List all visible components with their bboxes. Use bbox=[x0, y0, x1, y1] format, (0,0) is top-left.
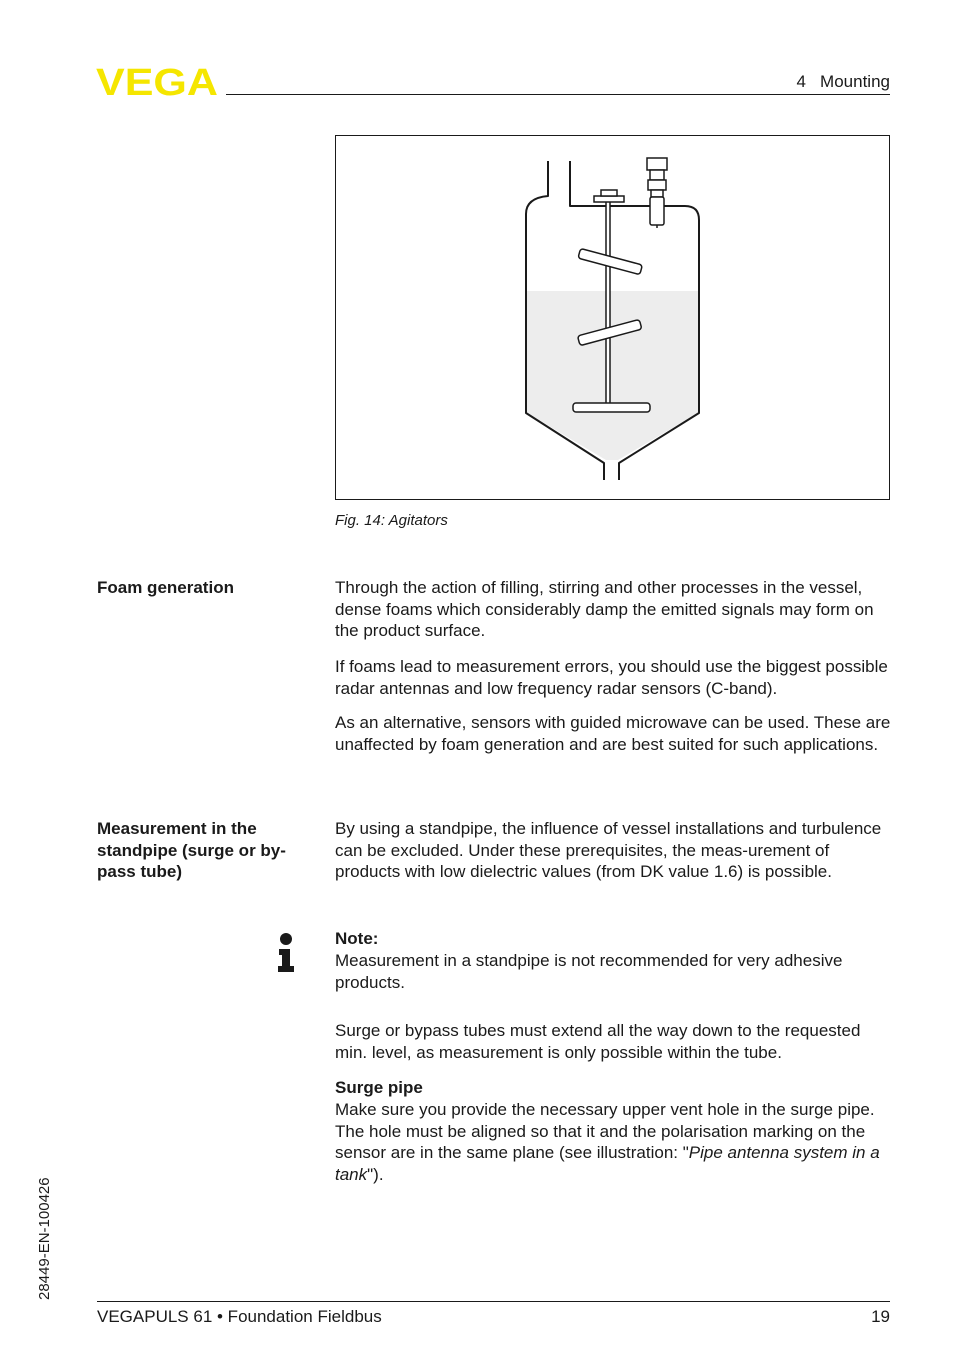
document-id: 28449-EN-100426 bbox=[36, 1177, 53, 1300]
heading-standpipe: Measurement in the standpipe (surge or by-pass tube) bbox=[97, 819, 286, 882]
paragraph: By using a standpipe, the influence of vessel installations and turbulence can be excluded. Under these prerequisites, the meas-urement of products with low dielectric values (from DK value 1.6) is possible. bbox=[335, 819, 882, 882]
footer-rule bbox=[97, 1301, 890, 1302]
footer-product: VEGAPULS 61 • Foundation Fieldbus bbox=[97, 1307, 382, 1326]
vega-logo-icon bbox=[96, 64, 220, 98]
paragraph: If foams lead to measurement errors, you should use the biggest possible radar antennas and low frequency radar sensors (C-band). bbox=[335, 657, 888, 698]
page-number: 19 bbox=[871, 1307, 890, 1326]
agitator-blade-bottom bbox=[573, 403, 650, 412]
paragraph: Surge or bypass tubes must extend all the way down to the requested min. level, as measurement is only possible within the tube. bbox=[335, 1021, 861, 1062]
heading-foam-generation: Foam generation bbox=[97, 578, 234, 597]
agitator-tank-diagram-icon bbox=[336, 136, 889, 499]
cross-reference-link: Pipe antenna system in a tank bbox=[335, 1143, 880, 1185]
paragraph: As an alternative, sensors with guided microwave can be used. These are unaffected by foam generation and are best suited for such applications. bbox=[335, 713, 891, 754]
header-rule bbox=[226, 94, 890, 95]
info-icon bbox=[276, 932, 296, 974]
section-label: 4 Mounting bbox=[796, 72, 890, 91]
liquid-fill bbox=[527, 291, 698, 460]
surge-pipe-text bbox=[335, 1099, 891, 1186]
radar-sensor bbox=[647, 158, 667, 228]
figure-caption: Fig. 14: Agitators bbox=[335, 512, 448, 529]
note-title: Note: bbox=[335, 929, 379, 948]
surge-pipe-title: Surge pipe bbox=[335, 1078, 423, 1097]
surge-pipe-text-before: Make sure you provide the necessary upper vent hole in the surge pipe. The hole must be aligned so that it and the polarisation marking on the sensor are in the same plane (see illustration: " bbox=[335, 1100, 875, 1163]
svg-text:VEGA: VEGA bbox=[96, 64, 218, 98]
figure-agitators bbox=[335, 135, 890, 500]
agitator-shaft bbox=[606, 201, 610, 409]
vega-logo bbox=[96, 64, 220, 98]
agitator-drive-plate bbox=[594, 196, 624, 202]
paragraph: Through the action of filling, stirring and other processes in the vessel, dense foams which considerably damp the emitted signals may form on the product surface. bbox=[335, 578, 874, 641]
note-text: Measurement in a standpipe is not recommended for very adhesive products. bbox=[335, 951, 843, 992]
surge-pipe-text-after: "). bbox=[367, 1165, 384, 1185]
